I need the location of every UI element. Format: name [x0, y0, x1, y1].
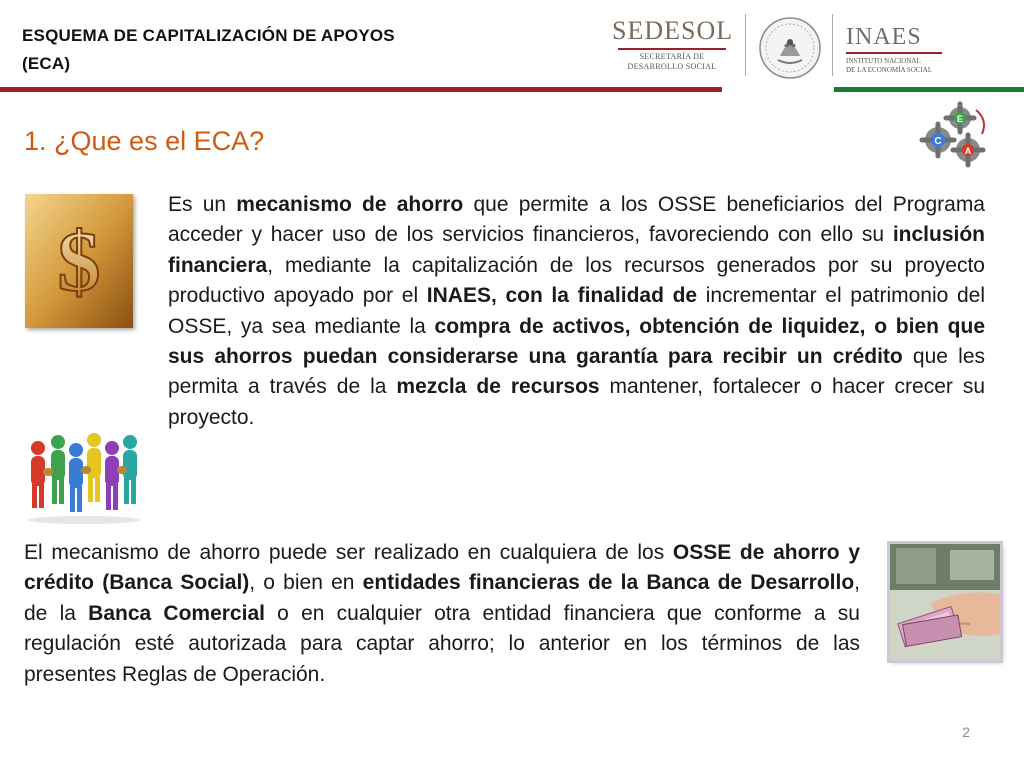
body-text: o en cualquier otra entidad financiera que conforme a su regulación esté autorizada para captar ahorro; lo anterior en los términos de las presentes Reglas de Operación.	[24, 601, 860, 686]
gear-letter-c: C	[934, 136, 942, 147]
body-text: , mediante la capitalización de los recursos generados por su proyecto productivo apoyado por el	[168, 253, 985, 308]
mexican-coat-of-arms-icon	[758, 16, 822, 80]
paragraph-savings-entities	[24, 538, 860, 690]
gear-letter-a: A	[964, 146, 972, 156]
logo-divider	[832, 14, 833, 76]
header-rule-red	[0, 87, 722, 92]
eca-gears-icon	[918, 100, 992, 174]
body-text: que les permita a través de la	[168, 345, 985, 399]
emphasis-text: INAES, con la finalidad de	[426, 284, 698, 308]
paragraph-eca-definition	[168, 190, 985, 433]
header-title-line2: (ECA)	[22, 54, 71, 73]
body-text: Es un	[168, 193, 237, 216]
emphasis-text: Banca Comercial	[88, 601, 265, 625]
body-text: incrementar el patrimonio del OSSE, ya sea mediante la	[168, 284, 986, 338]
page-number: 2	[962, 724, 970, 740]
svg-text:$: $	[57, 213, 101, 309]
header-title-line1: ESQUEMA DE CAPITALIZACIÓN DE APOYOS	[22, 26, 395, 45]
inaes-logo-bar	[846, 52, 942, 54]
section-title: 1. ¿Que es el ECA?	[24, 126, 265, 156]
colorful-people-group-icon	[24, 428, 146, 526]
sedesol-logo-bar	[618, 48, 726, 50]
sedesol-name: SEDESOL	[612, 16, 734, 45]
body-text: El mecanismo de ahorro puede ser realizado en cualquiera de los	[24, 541, 673, 564]
sedesol-logo	[612, 16, 732, 72]
emphasis-text: mezcla de recursos	[396, 375, 600, 399]
sedesol-line1: SECRETARÍA DE	[639, 52, 705, 61]
body-text: , o bien en	[249, 571, 363, 595]
inaes-line2: DE LA ECONOMÍA SOCIAL	[846, 66, 933, 74]
emphasis-text: mecanismo de ahorro	[236, 193, 464, 216]
logo-divider	[745, 14, 746, 76]
inaes-name: INAES	[846, 24, 922, 50]
gear-letter-e: E	[956, 114, 964, 124]
body-text: que permite a los OSSE beneficiarios del Programa acceder y hacer uso de los servicios financieros, favoreciendo con ello su	[168, 193, 985, 247]
emphasis-text: OSSE de ahorro y crédito (Banca Social)	[24, 541, 860, 595]
sedesol-line2: DESARROLLO SOCIAL	[627, 62, 717, 71]
inaes-logo	[846, 24, 956, 75]
emphasis-text: inclusión financiera	[168, 223, 985, 277]
emphasis-text: entidades financieras de la Banca de Desarrollo	[362, 571, 855, 595]
gold-dollar-sign-icon	[25, 194, 133, 328]
header-title	[22, 22, 395, 78]
body-text: , de la	[24, 571, 860, 625]
body-text: mantener, fortalecer o hacer crecer su proyecto.	[168, 375, 985, 429]
emphasis-text: compra de activos, obtención de liquidez, o bien que sus ahorros puedan considerarse una garantía para recibir un crédito	[168, 314, 985, 369]
hand-handing-cash-icon	[890, 544, 1000, 660]
inaes-line1: INSTITUTO NACIONAL	[846, 57, 921, 65]
header-rule-green	[834, 87, 1024, 92]
